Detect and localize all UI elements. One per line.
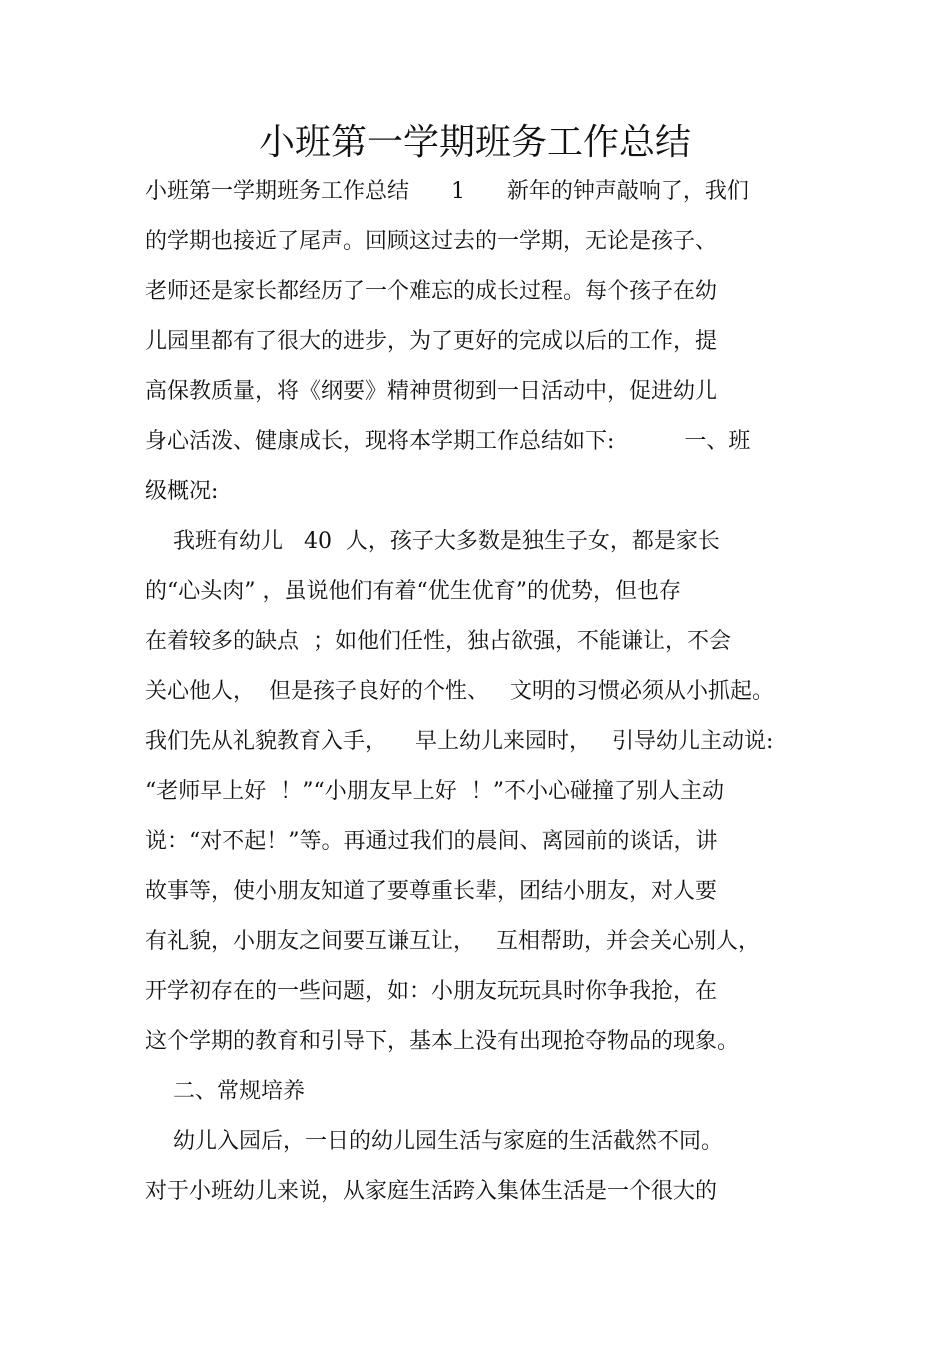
paragraph-line: 对于小班幼儿来说，从家庭生活跨入集体生活是一个很大的 (145, 1179, 718, 1204)
paragraph-line: 身心活泼、健康成长，现将本学期工作总结如下: 一、班 (145, 429, 751, 454)
paragraph-line: 老师还是家长都经历了一个难忘的成长过程。每个孩子在幼 (145, 279, 718, 304)
paragraph-line: 高保教质量，将《纲要》精神贯彻到一日活动中，促进幼儿 (145, 379, 718, 404)
paragraph-line: 儿园里都有了很大的进步，为了更好的完成以后的工作，提 (145, 329, 718, 354)
paragraph-line: 小班第一学期班务工作总结 1 新年的钟声敲响了，我们 (145, 179, 749, 204)
paragraph-line: 开学初存在的一些问题，如：小朋友玩玩具时你争我抢，在 (145, 979, 718, 1004)
paragraph-line: 在着较多的缺点 ；如他们任性，独占欲强，不能谦让，不会 (145, 629, 731, 654)
paragraph-line: “老师早上好 ！”“小朋友早上好 ！”不小心碰撞了别人主动 (145, 779, 724, 804)
paragraph-line: 的学期也接近了尾声。回顾这过去的一学期，无论是孩子、 (145, 229, 718, 254)
document-title: 小班第一学期班务工作总结 (258, 122, 691, 163)
paragraph-line: 有礼貌，小朋友之间要互谦互让， 互相帮助，并会关心别人， (145, 929, 760, 954)
paragraph-line: 我们先从礼貌教育入手， 早上幼儿来园时， 引导幼儿主动说: (145, 729, 774, 754)
section-heading: 二、常规培养 (145, 1079, 305, 1104)
paragraph-line: 级概况: (145, 479, 219, 504)
paragraph-line: 我班有幼儿 40 人，孩子大多数是独生子女，都是家长 (145, 529, 720, 554)
paragraph-line: 这个学期的教育和引导下，基本上没有出现抢夺物品的现象。 (145, 1029, 740, 1054)
paragraph-line: 的“心头肉” ，虽说他们有着“优生优育”的优势，但也存 (145, 579, 681, 604)
paragraph-line: 幼儿入园后，一日的幼儿园生活与家庭的生活截然不同。 (145, 1129, 723, 1154)
paragraph-line: 说：“对不起！”等。再通过我们的晨间、离园前的谈话，讲 (145, 829, 718, 854)
paragraph-line: 关心他人， 但是孩子良好的个性、 文明的习惯必须从小抓起。 (145, 679, 774, 704)
paragraph-line: 故事等，使小朋友知道了要尊重长辈，团结小朋友，对人要 (145, 879, 718, 904)
